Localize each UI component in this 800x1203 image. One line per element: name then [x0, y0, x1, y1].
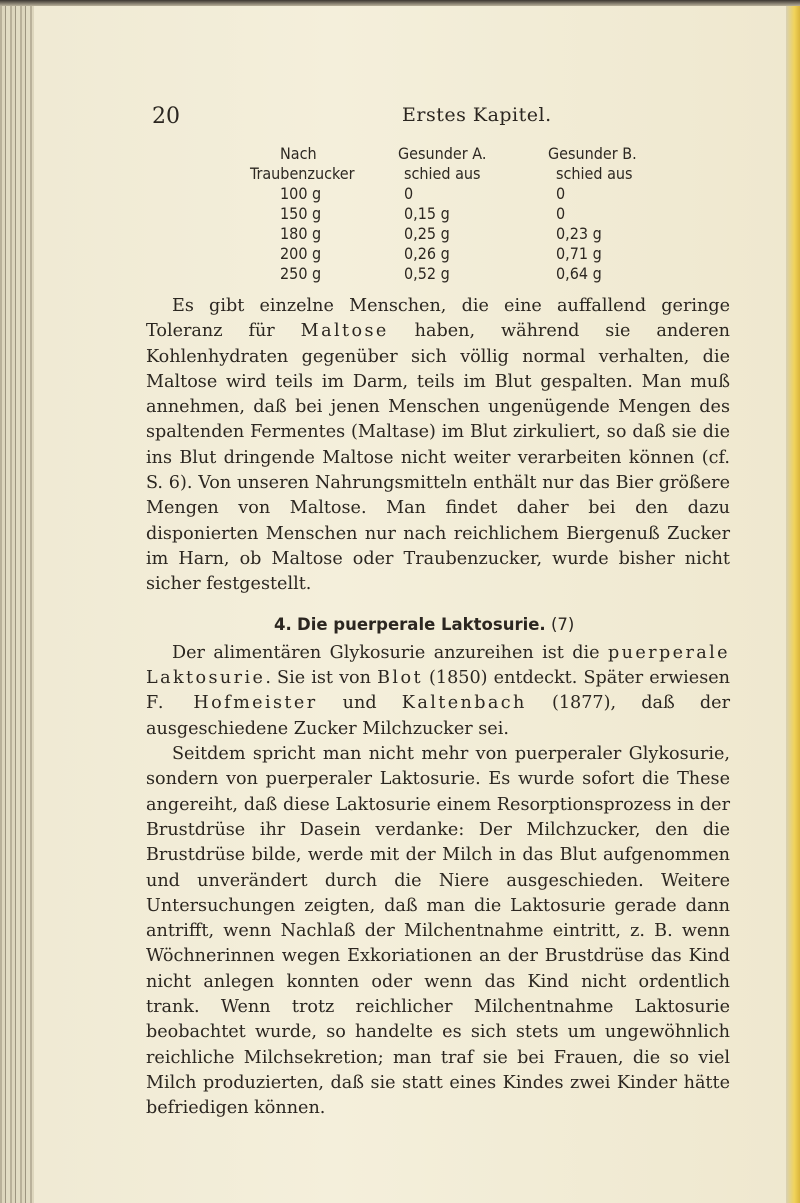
table-cell: 0,64 g: [556, 264, 602, 283]
table-cell: 0: [556, 204, 566, 223]
section-title: Die puerperale Laktosurie.: [297, 614, 546, 634]
emphasis-term: puerperale Laktosurie: [146, 642, 730, 689]
table-cell: 0,52 g: [404, 264, 450, 283]
table-cell: 0: [404, 184, 414, 203]
section-number: 4.: [274, 614, 292, 634]
paragraph-discovery: [146, 641, 730, 742]
table-cell: 0,71 g: [556, 244, 602, 263]
running-title: Erstes Kapitel.: [402, 104, 552, 126]
text-run: und: [317, 693, 402, 714]
paragraph-lactosuria: Seitdem spricht man nicht mehr von puerperaler Glykosurie, sondern von puerperaler Laktosurie. Es wurde sofort die These angereiht, daß diese Laktosurie einem Resorptionsprozess in der Brustdrüse ihr Dasein verdanke: Der Milchzucker, den die Brustdrüse bilde, werde mit der Milch in das Blut aufgenommen und unverändert durch die Niere ausgeschieden. Weitere Untersuchungen zeigten, daß man die Laktosurie gerade dann antrifft, wenn Nachlaß der Milchentnahme eintritt, z. B. wenn Wöchnerinnen wegen Exkoriationen an der Brustdrüse das Kind nicht anlegen konnten oder wenn das Kind nicht ordentlich trank. Wenn trotz reichlicher Milchentnahme Laktosurie beobachtet wurde, so handelte es sich stets um ungewöhnlich reichliche Milchsekretion; man traf sie bei Frauen, die so viel Milch produzierten, daß sie statt eines Kindes zwei Kinder hätte befriedigen können.: [146, 744, 730, 1119]
table-cell: 0,25 g: [404, 224, 450, 243]
section-heading: [146, 612, 730, 637]
emphasis-maltose: Maltose: [300, 321, 389, 342]
text-run: . Sie ist von: [265, 668, 378, 689]
author-name: Blot: [377, 668, 423, 689]
author-name: F. Hofmeister: [146, 693, 318, 714]
text-run: haben, während sie anderen Kohlenhydraten gegenüber sich völlig normal verhalten, die Maltose wird teils im Darm, teils im Blut gespalten. Man muß annehmen, daß bei jenen Menschen ungenügende Mengen des spaltenden Fermentes (Maltase) im Blut zirkuliert, so daß sie die ins Blut dringende Maltose nicht weiter verarbeiten können (cf. S. 6). Von unseren Nahrungsmitteln enthält nur das Bier größere Mengen von Maltose. Man findet daher bei den dazu disponierten Menschen nur nach reichlichem Biergenuß Zucker im Harn, ob Maltose oder Traubenzucker, wurde bisher nicht sicher festgestellt.: [146, 321, 730, 595]
page-right-edge: [786, 0, 800, 1203]
table-cell: 0,15 g: [404, 204, 450, 223]
paragraph-maltose: [146, 294, 730, 598]
text-run: Es gibt einzelne Menschen, die eine auffallend geringe Toleranz für: [146, 296, 730, 342]
table-header: Nach: [280, 144, 317, 163]
table-column-dose: [250, 144, 410, 284]
table-cell: 250 g: [280, 264, 322, 283]
table-column-healthy-b: [548, 144, 698, 284]
table-cell: 100 g: [280, 184, 322, 203]
table-cell: 200 g: [280, 244, 322, 263]
table-column-healthy-a: [398, 144, 548, 284]
book-binding-edge: [0, 0, 34, 1203]
table-cell: 180 g: [280, 224, 322, 243]
table-header: Gesunder A.: [398, 144, 487, 163]
page-header: [152, 104, 712, 134]
table-cell: 0: [556, 184, 566, 203]
table-cell: 150 g: [280, 204, 322, 223]
table-header: schied aus: [404, 164, 481, 183]
table-cell: 0,23 g: [556, 224, 602, 243]
table-header: Traubenzucker: [250, 164, 355, 183]
page-number: 20: [152, 104, 180, 129]
table-header: schied aus: [556, 164, 633, 183]
text-run: (1877), daß der ausgeschiedene Zucker Milchzucker sei.: [146, 693, 730, 739]
page-top-edge: [0, 0, 800, 6]
body-text: [146, 294, 730, 1122]
text-run: (1850) entdeckt. Später erwiesen: [422, 668, 730, 689]
section-reference: (7): [550, 614, 575, 634]
table-header: Gesunder B.: [548, 144, 637, 163]
author-name: Kaltenbach: [401, 693, 527, 714]
text-run: Der alimentären Glykosurie anzureihen ist die: [172, 642, 608, 663]
table-cell: 0,26 g: [404, 244, 450, 263]
